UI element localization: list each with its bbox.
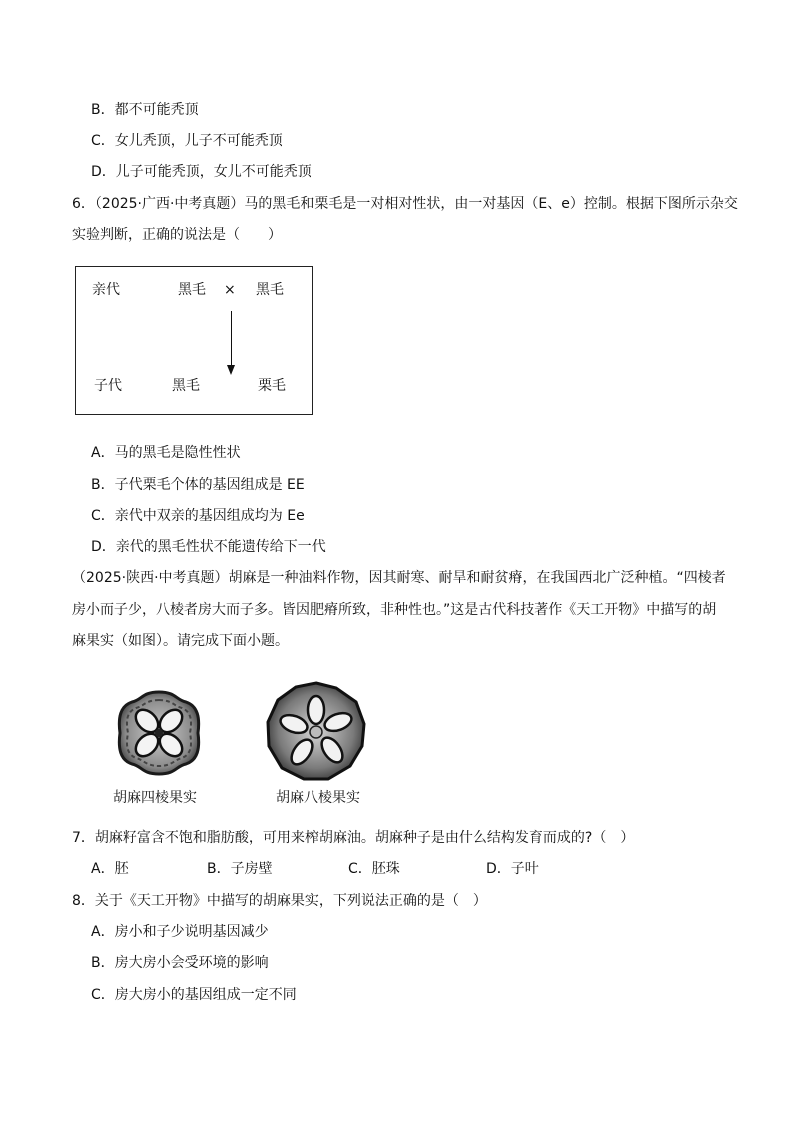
parent1-trait: 黑毛 — [178, 282, 206, 298]
q7-option-c: C．胚珠 — [348, 861, 400, 877]
four-ridge-fruit-image — [114, 688, 204, 778]
caption-four-ridge: 胡麻四棱果实 — [113, 790, 197, 806]
q8-option-b: B．房大房小会受环境的影响 — [91, 955, 269, 971]
caption-eight-ridge: 胡麻八棱果实 — [276, 790, 360, 806]
child2-trait: 栗毛 — [258, 378, 286, 394]
passage-line3: 麻果实（如图）。请完成下面小题。 — [72, 633, 289, 649]
q5-option-b: B．都不可能秃顶 — [91, 102, 199, 118]
q6-stem-line1: 6．（2025·广西·中考真题）马的黑毛和栗毛是一对相对性状，由一对基因（E、e）控制。根据下图所示杂交 — [72, 196, 738, 212]
parent-label: 亲代 — [92, 282, 120, 298]
q8-option-a: A．房小和子少说明基因减少 — [91, 924, 269, 940]
passage-line2: 房小而子少，八棱者房大而子多。皆因肥瘠所致，非种性也。”这是古代科技著作《天工开物》中描写的胡 — [72, 602, 717, 618]
q5-option-d: D．儿子可能秃顶，女儿不可能秃顶 — [91, 164, 312, 180]
eight-ridge-fruit-image — [264, 680, 368, 784]
q6-stem-line2: 实验判断，正确的说法是（ ） — [72, 227, 282, 243]
q5-option-c: C．女儿秃顶，儿子不可能秃顶 — [91, 133, 283, 149]
q8-stem: 8．关于《天工开物》中描写的胡麻果实，下列说法正确的是（ ） — [72, 893, 487, 909]
q7-option-a: A．胚 — [91, 861, 129, 877]
q7-option-d: D．子叶 — [486, 861, 539, 877]
parent2-trait: 黑毛 — [256, 282, 284, 298]
q6-option-a: A．马的黑毛是隐性性状 — [91, 445, 241, 461]
q6-option-b: B．子代栗毛个体的基因组成是 EE — [91, 477, 305, 493]
q7-stem: 7．胡麻籽富含不饱和脂肪酸，可用来榨胡麻油。胡麻种子是由什么结构发育而成的?（ ） — [72, 830, 635, 846]
cross-symbol: × — [224, 282, 236, 298]
child-label: 子代 — [94, 378, 122, 394]
q6-option-d: D．亲代的黑毛性状不能遗传给下一代 — [91, 539, 326, 555]
q7-option-b: B．子房壁 — [207, 861, 273, 877]
passage-line1: （2025·陕西·中考真题）胡麻是一种油料作物，因其耐寒、耐旱和耐贫瘠，在我国西北广泛种植。“四棱者 — [72, 570, 726, 586]
cross-diagram — [75, 266, 313, 415]
arrow-down-icon — [227, 365, 235, 375]
child1-trait: 黑毛 — [172, 378, 200, 394]
arrow-down-line — [231, 311, 232, 367]
q6-option-c: C．亲代中双亲的基因组成均为 Ee — [91, 508, 305, 524]
q8-option-c: C．房大房小的基因组成一定不同 — [91, 987, 297, 1003]
